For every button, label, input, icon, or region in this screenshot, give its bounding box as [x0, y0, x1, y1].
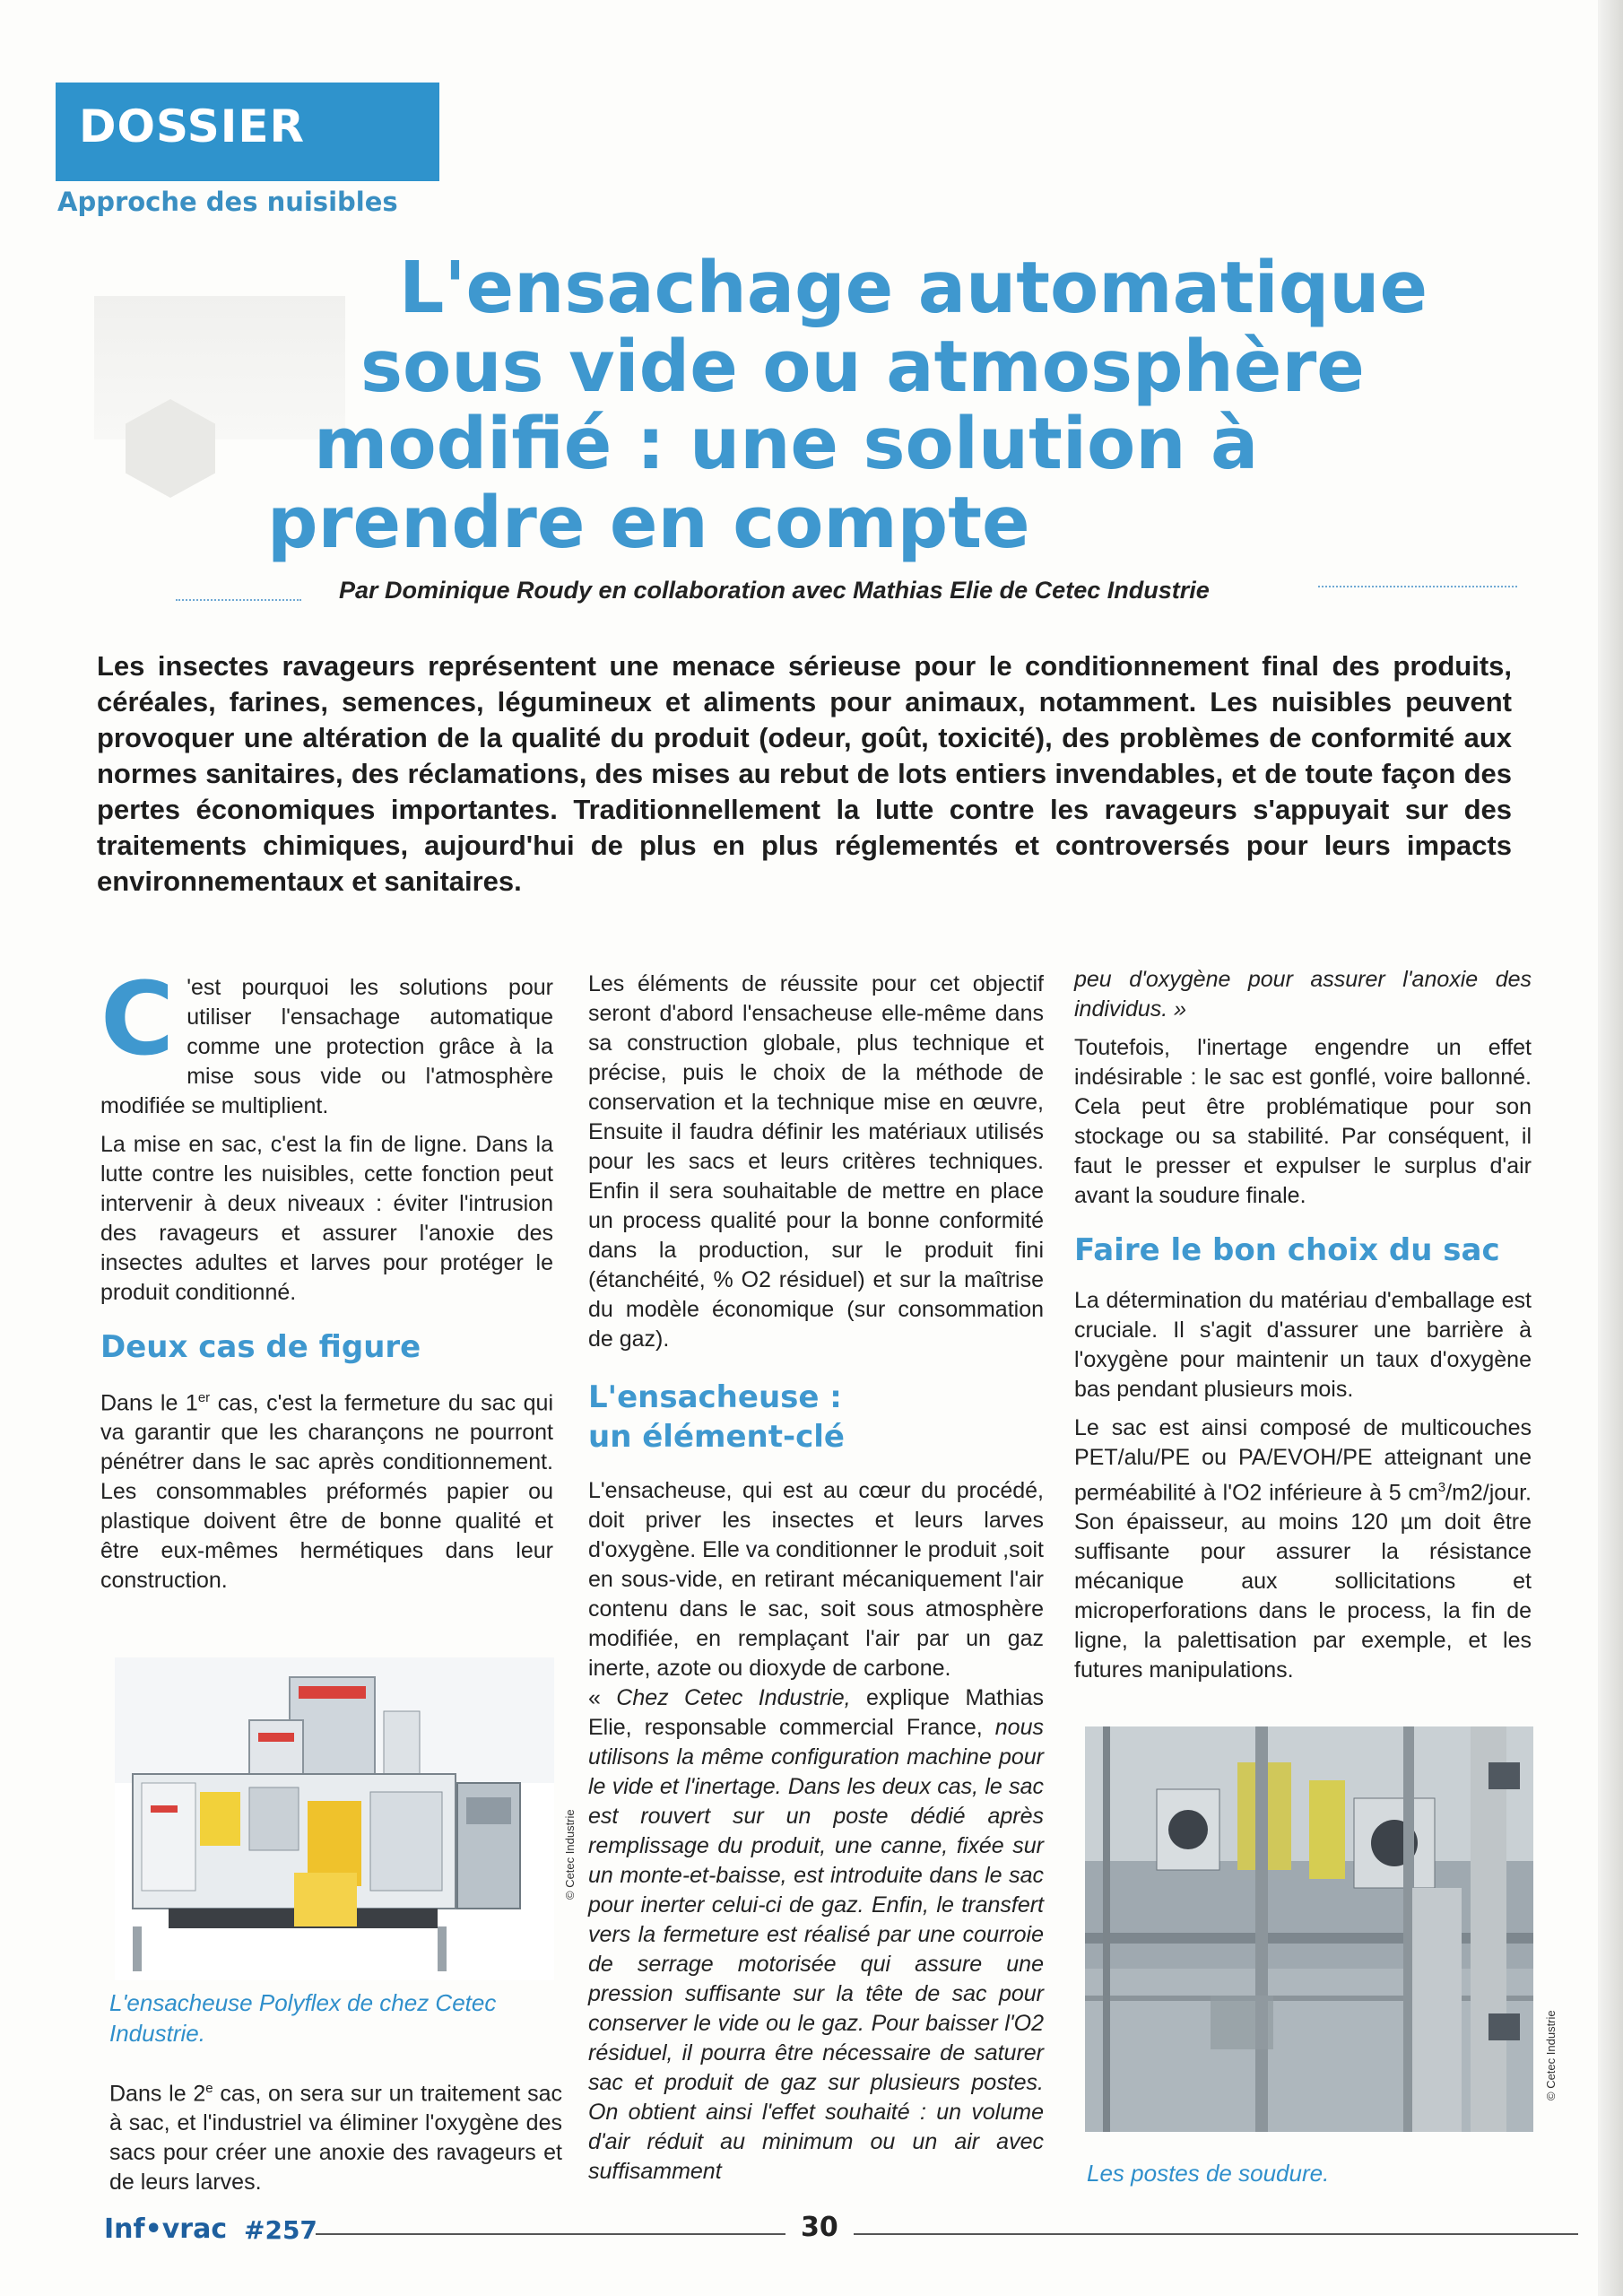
title-line-1: L'ensachage automatique	[399, 247, 1428, 329]
welding-stations-photo	[1085, 1726, 1533, 2132]
column-1-end	[109, 2074, 562, 2206]
footer-rule-right	[854, 2233, 1578, 2235]
title-line-2: sous vide ou atmosphère	[360, 326, 1365, 408]
bagging-machine-photo	[115, 1657, 554, 1980]
paragraph: Toutefois, l'inertage engendre un effet indésirable : le sac est gonflé, voire ballonné. Cela peut être problématique pour son stockage ou sa stabilité. Par conséquent, il faut le presser et expulser le surplus d'air avant la soudure finale.	[1074, 1035, 1532, 1208]
title-line-3: modifié : une solution à	[314, 403, 1259, 485]
paragraph: peu d'oxygène pour assurer l'anoxie des individus. »	[1074, 967, 1532, 1022]
subheading-cases: Deux cas de figure	[100, 1329, 421, 1365]
photo-caption: Les postes de soudure.	[1087, 2160, 1330, 2187]
subheading-sac: Faire le bon choix du sac	[1074, 1232, 1500, 1268]
intro-paragraph: C 'est pourquoi les solutions pour utiliser l'ensachage automatique comme une protection grâce à la mise sous vide ou l'atmosphère modifiée se multiplient.	[100, 961, 553, 1118]
byline-rule-left	[176, 599, 301, 601]
column-2	[588, 970, 1044, 2196]
dropcap: C	[100, 961, 175, 1078]
byline: Par Dominique Roudy en collaboration avec Mathias Elie de Cetec Industrie	[339, 577, 1210, 604]
machine-illustration	[115, 1657, 554, 1980]
title-line-4: prendre en compte	[267, 482, 1030, 564]
paragraph: Les éléments de réussite pour cet objectif seront d'abord l'ensacheuse elle-même dans sa construction globale, plus technique et précise, puis le choix de la méthode de conservation et la technique mise en œuvre, Ensuite il faudra définir les matériaux utilisés pour les sacs et leurs critères techniques. Enfin il sera souhaitable de mettre en place un process qualité pour la bonne conformité dans la production, sur le produit fini (étanchéité, % O2 résiduel) et sur la maîtrise du modèle économique (sur consommation de gaz).	[588, 971, 1044, 1352]
background-graphic	[94, 296, 345, 439]
paragraph: Dans le 1er cas, c'est la fermeture du sac qui va garantir que les charançons ne pourront pénétrer dans le sac après conditionnement. Les consommables préformés papier ou plastique doivent être de bonne qualité et être eux-mêmes hermétiques dans leur construction.	[100, 1390, 553, 1594]
quote-paragraph: « Chez Cetec Industrie, explique Mathias Elie, responsable commercial France, nous utilisons la même configuration machine pour le vide et l'inertage. Dans les deux cas, le sac est rouvert sur un poste dédié après remplissage du produit, une canne, fixée sur un monte-et-baisse, est introduite dans le sac pour inerter celui-ci de gaz. Enfin, le transfert vers la fermeture est réalisé par une courroie de serrage motorisée qui assure une pression suffisante sur la tête de sac pour conserver le vide ou le gaz. Pour baisser l'O2 résiduel, il pourra être nécessaire de saturer sac et produit de gaz sur plusieurs postes. On obtient ainsi l'effet souhaité : un volume d'air réduit au minimum ou un air avec suffisamment	[588, 1685, 1044, 2184]
magazine-logo: Inf•vrac	[104, 2213, 228, 2245]
section-tag: DOSSIER	[79, 100, 306, 152]
photo-credit: © Cetec Industrie	[1544, 2010, 1558, 2100]
paragraph: L'ensacheuse, qui est au cœur du procédé, doit priver les insectes et leurs larves d'oxygène. Elle va conditionner le produit ,soit en sous-vide, en retirant mécaniquement l'air contenu dans le sac, soit sous atmosphère modifiée, en remplaçant l'air par un gaz inerte, azote ou dioxyde de carbone.	[588, 1478, 1044, 1681]
section-kicker: Approche des nuisibles	[57, 187, 398, 217]
footer-rule-left	[316, 2233, 785, 2235]
welding-illustration	[1085, 1726, 1533, 2132]
photo-caption: L'ensacheuse Polyflex de chez Cetec Industrie.	[109, 1989, 497, 2047]
paragraph: Dans le 2e cas, on sera sur un traitement sac à sac, et l'industriel va éliminer l'oxygène des sacs pour créer une anoxie des ravageurs et de leurs larves.	[109, 2081, 562, 2196]
photo-credit: © Cetec Industrie	[563, 1809, 577, 1900]
issue-number: #257	[244, 2215, 317, 2245]
page-number: 30	[801, 2212, 838, 2243]
lead-paragraph: Les insectes ravageurs représentent une menace sérieuse pour le conditionnement final des produits, céréales, farines, semences, légumineux et aliments pour animaux, notamment. Les nuisibles peuvent provoquer une altération de la qualité du produit (odeur, goût, toxicité), des problèmes de conformité aux normes sanitaires, des réclamations, des mises au rebut de lots entiers invendables, et de toute façon des pertes économiques importantes. Traditionnellement la lutte contre les ravageurs s'appuyait sur des traitements chimiques, aujourd'hui de plus en plus réglementés et controversés pour leurs impacts environnementaux et sanitaires.	[97, 650, 1512, 897]
byline-rule-right	[1318, 586, 1517, 587]
paragraph: La détermination du matériau d'emballage est cruciale. Il s'agit d'assurer une barrière à l'oxygène pour maintenir un taux d'oxygène bas pendant plusieurs mois.	[1074, 1288, 1532, 1402]
column-1	[100, 961, 553, 1605]
paragraph: Le sac est ainsi composé de multicouches PET/alu/PE ou PA/EVOH/PE atteignant une perméabilité à l'O2 inférieure à 5 $cm^3/m2$/jour. Son épaisseur, au moins 120 µm doit être suffisante pour assurer la résistance mécanique aux sollicitations et microperforations dans le process, la fin de ligne, la palettisation par exemple, et les futures manipulations.	[1074, 1415, 1532, 1683]
subheading-ensacheuse: L'ensacheuse : un élément-clé	[588, 1379, 845, 1455]
page-edge	[1598, 0, 1623, 2296]
paragraph: La mise en sac, c'est la fin de ligne. Dans la lutte contre les nuisibles, cette fonction peut intervenir à deux niveaux : éviter l'intrusion des ravageurs et assurer l'anoxie des insectes adultes et larves pour protéger le produit conditionné.	[100, 1132, 553, 1305]
column-3	[1074, 965, 1532, 1694]
